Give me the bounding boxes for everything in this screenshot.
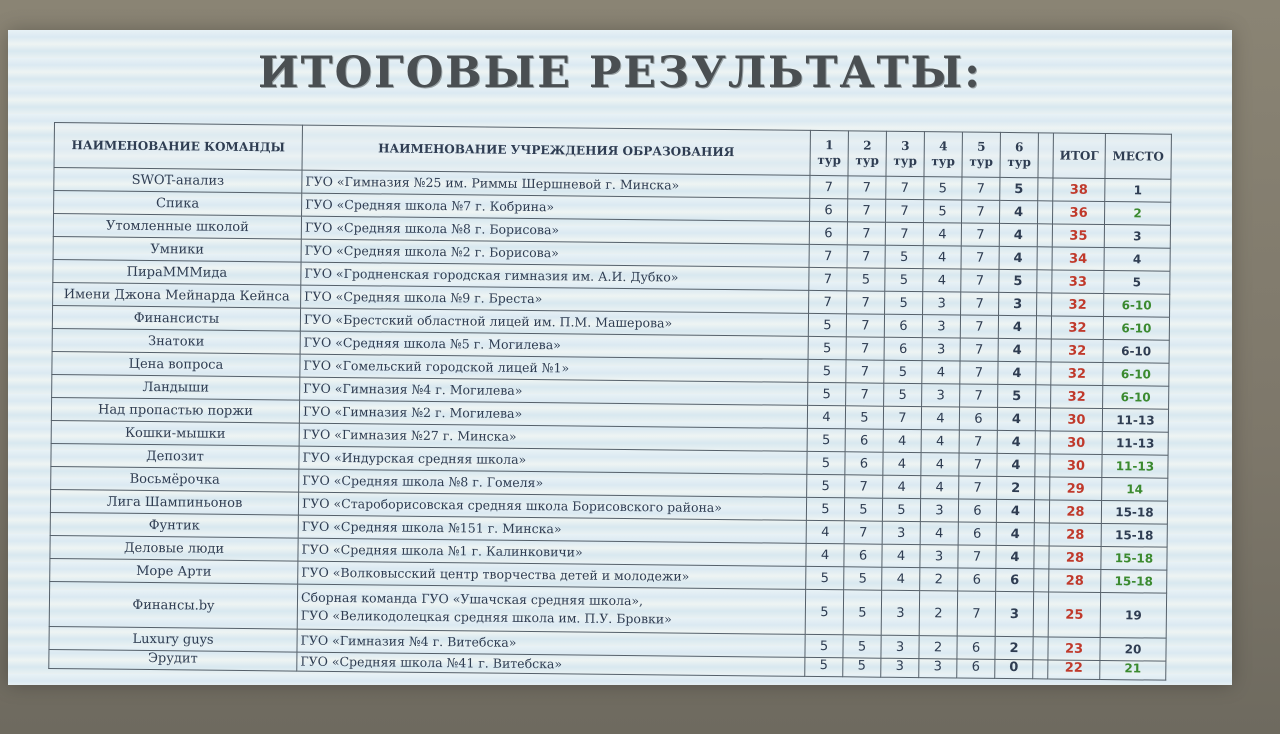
tour-6-score-cell: 4 bbox=[999, 223, 1037, 246]
tour-1-score-cell: 5 bbox=[808, 382, 846, 405]
team-name-cell: Лига Шампиньонов bbox=[50, 489, 298, 515]
tour-1-score-cell: 5 bbox=[806, 566, 844, 589]
tour-3-score-cell: 4 bbox=[883, 475, 921, 498]
tour-4-score-cell: 4 bbox=[920, 522, 958, 545]
tour-6-score-cell: 4 bbox=[996, 545, 1034, 568]
school-name-line: ГУО «Гимназия №4 г. Витебска» bbox=[300, 632, 517, 650]
school-name-line: ГУО «Гимназия №2 г. Могилева» bbox=[302, 403, 523, 421]
column-gap bbox=[1036, 316, 1051, 339]
total-score-cell: 36 bbox=[1052, 201, 1104, 225]
tour-2-score-cell: 7 bbox=[848, 176, 886, 199]
tour-5-score-cell: 6 bbox=[958, 499, 996, 522]
school-name-line: ГУО «Средняя школа №1 г. Калинковичи» bbox=[301, 541, 583, 560]
column-gap bbox=[1034, 523, 1049, 546]
tour-4-score-cell: 2 bbox=[919, 636, 957, 659]
column-gap bbox=[1035, 477, 1050, 500]
place-cell: 19 bbox=[1100, 592, 1166, 638]
tour-4-score-cell: 3 bbox=[922, 338, 960, 361]
school-name-line: ГУО «Гимназия №25 им. Риммы Шершневой г. Минска» bbox=[305, 173, 680, 193]
school-name-line: ГУО «Средняя школа №41 г. Витебска» bbox=[300, 653, 563, 672]
school-name-line: ГУО «Волковысский центр творчества детей и молодежи» bbox=[301, 564, 690, 584]
tour-3-score-cell: 3 bbox=[881, 635, 919, 658]
tour-3-score-cell: 5 bbox=[885, 268, 923, 291]
column-gap bbox=[1036, 362, 1051, 385]
school-name-line: ГУО «Гомельский городской лицей №1» bbox=[303, 357, 570, 376]
tour-1-score-cell: 4 bbox=[806, 520, 844, 543]
header-school: НАИМЕНОВАНИЕ УЧРЕЖДЕНИЯ ОБРАЗОВАНИЯ bbox=[302, 125, 810, 175]
tour-2-score-cell: 7 bbox=[846, 314, 884, 337]
page-title: ИТОГОВЫЕ РЕЗУЛЬТАТЫ: bbox=[257, 48, 983, 98]
school-name-line: ГУО «Средняя школа №8 г. Борисова» bbox=[304, 219, 560, 238]
total-score-cell: 34 bbox=[1052, 247, 1104, 271]
tour-6-score-cell: 4 bbox=[996, 522, 1034, 545]
tour-6-score-cell: 4 bbox=[998, 315, 1036, 338]
tour-1-score-cell: 6 bbox=[810, 198, 848, 221]
total-score-cell: 32 bbox=[1051, 316, 1103, 340]
tour-6-score-cell: 4 bbox=[997, 407, 1035, 430]
place-cell: 11-13 bbox=[1102, 454, 1168, 478]
tour-3-score-cell: 7 bbox=[885, 199, 923, 222]
tour-2-score-cell: 5 bbox=[847, 268, 885, 291]
place-cell: 15-18 bbox=[1101, 500, 1167, 524]
school-name-line: ГУО «Средняя школа №5 г. Могилева» bbox=[303, 334, 561, 353]
total-score-cell: 30 bbox=[1050, 431, 1102, 455]
tour-3-score-cell: 5 bbox=[884, 383, 922, 406]
tour-2-score-cell: 7 bbox=[845, 475, 883, 498]
tour-1-score-cell: 5 bbox=[807, 474, 845, 497]
tour-2-score-cell: 6 bbox=[845, 429, 883, 452]
total-score-cell: 28 bbox=[1049, 569, 1101, 593]
place-cell: 11-13 bbox=[1102, 431, 1168, 455]
place-cell: 6-10 bbox=[1104, 294, 1170, 318]
tour-5-score-cell: 7 bbox=[961, 246, 999, 269]
total-score-cell: 23 bbox=[1048, 637, 1100, 661]
school-name-line: ГУО «Средняя школа №7 г. Кобрина» bbox=[305, 196, 555, 215]
column-gap bbox=[1037, 270, 1052, 293]
team-name-cell: Эрудит bbox=[49, 649, 297, 671]
tour-2-score-cell: 6 bbox=[844, 544, 882, 567]
tour-1-score-cell: 5 bbox=[805, 634, 843, 657]
tour-2-score-cell: 6 bbox=[845, 452, 883, 475]
tour-1-score-cell: 4 bbox=[807, 405, 845, 428]
tour-5-score-cell: 7 bbox=[961, 292, 999, 315]
header-total: ИТОГ bbox=[1053, 133, 1105, 179]
tour-1-score-cell: 5 bbox=[806, 497, 844, 520]
tour-2-score-cell: 7 bbox=[847, 199, 885, 222]
column-gap bbox=[1036, 385, 1051, 408]
team-name-cell: Ландыши bbox=[52, 374, 300, 400]
school-name-line: ГУО «Великодолецкая средняя школа им. П.У. Бровки» bbox=[300, 607, 672, 627]
header-tour-1: 1 тур bbox=[810, 130, 848, 175]
tour-5-score-cell: 7 bbox=[959, 453, 997, 476]
tour-5-score-cell: 7 bbox=[960, 384, 998, 407]
team-name-cell: Восьмёрочка bbox=[51, 466, 299, 492]
place-cell: 6-10 bbox=[1103, 339, 1169, 363]
tour-3-score-cell: 5 bbox=[884, 360, 922, 383]
tour-6-score-cell: 4 bbox=[998, 338, 1036, 361]
tour-6-score-cell: 0 bbox=[995, 659, 1033, 678]
tour-4-score-cell: 4 bbox=[923, 269, 961, 292]
tour-3-score-cell: 4 bbox=[882, 544, 920, 567]
tour-3-score-cell: 5 bbox=[885, 245, 923, 268]
tour-4-score-cell: 4 bbox=[921, 407, 959, 430]
results-table bbox=[48, 122, 1172, 681]
team-name-cell: Финансы.by bbox=[49, 581, 297, 629]
place-cell: 6-10 bbox=[1103, 385, 1169, 409]
tour-4-score-cell: 3 bbox=[920, 545, 958, 568]
place-cell: 3 bbox=[1104, 225, 1170, 249]
tour-3-score-cell: 5 bbox=[882, 498, 920, 521]
tour-1-score-cell: 7 bbox=[809, 244, 847, 267]
column-gap bbox=[1037, 247, 1052, 270]
school-name-cell bbox=[297, 584, 805, 634]
tour-6-score-cell: 4 bbox=[999, 200, 1037, 223]
column-gap bbox=[1035, 431, 1050, 454]
place-cell: 5 bbox=[1104, 271, 1170, 295]
tour-5-score-cell: 7 bbox=[961, 200, 999, 223]
tour-5-score-cell: 7 bbox=[959, 430, 997, 453]
column-gap bbox=[1038, 178, 1053, 201]
tour-6-score-cell: 4 bbox=[997, 453, 1035, 476]
column-gap bbox=[1033, 660, 1048, 679]
place-cell: 2 bbox=[1104, 202, 1170, 226]
tour-3-score-cell: 4 bbox=[883, 452, 921, 475]
header-tour-4: 4 тур bbox=[924, 132, 962, 177]
column-gap bbox=[1038, 133, 1053, 178]
column-gap bbox=[1035, 454, 1050, 477]
tour-5-score-cell: 7 bbox=[960, 315, 998, 338]
place-cell: 21 bbox=[1100, 660, 1166, 680]
tour-1-score-cell: 5 bbox=[808, 359, 846, 382]
tour-3-score-cell: 6 bbox=[884, 314, 922, 337]
header-place: МЕСТО bbox=[1105, 134, 1171, 180]
place-cell: 15-18 bbox=[1101, 546, 1167, 570]
tour-5-score-cell: 7 bbox=[960, 361, 998, 384]
tour-3-score-cell: 7 bbox=[885, 222, 923, 245]
tour-4-score-cell: 4 bbox=[921, 453, 959, 476]
total-score-cell: 30 bbox=[1050, 408, 1102, 432]
tour-6-score-cell: 6 bbox=[996, 568, 1034, 591]
tour-5-score-cell: 6 bbox=[959, 407, 997, 430]
tour-3-score-cell: 6 bbox=[884, 337, 922, 360]
tour-5-score-cell: 7 bbox=[958, 545, 996, 568]
column-gap bbox=[1036, 339, 1051, 362]
school-name-line: ГУО «Брестский областной лицей им. П.М. Машерова» bbox=[303, 311, 673, 331]
total-score-cell: 22 bbox=[1048, 660, 1100, 680]
tour-2-score-cell: 5 bbox=[844, 498, 882, 521]
place-cell: 4 bbox=[1104, 248, 1170, 272]
tour-3-score-cell: 7 bbox=[886, 176, 924, 199]
place-cell: 15-18 bbox=[1101, 569, 1167, 593]
school-name-line: ГУО «Индурская средняя школа» bbox=[302, 449, 527, 467]
column-gap bbox=[1037, 293, 1052, 316]
tour-6-score-cell: 5 bbox=[1000, 177, 1038, 200]
total-score-cell: 25 bbox=[1048, 592, 1100, 638]
tour-2-score-cell: 7 bbox=[847, 222, 885, 245]
tour-1-score-cell: 5 bbox=[807, 451, 845, 474]
tour-4-score-cell: 3 bbox=[920, 499, 958, 522]
tour-4-score-cell: 3 bbox=[919, 659, 957, 678]
place-cell: 20 bbox=[1100, 637, 1166, 661]
tour-2-score-cell: 7 bbox=[847, 291, 885, 314]
team-name-cell: Утомленные школой bbox=[53, 214, 301, 240]
tour-4-score-cell: 3 bbox=[922, 384, 960, 407]
total-score-cell: 32 bbox=[1051, 385, 1103, 409]
tour-2-score-cell: 5 bbox=[845, 406, 883, 429]
school-name-line: ГУО «Гродненская городская гимназия им. А.И. Дубко» bbox=[304, 265, 679, 285]
column-gap bbox=[1033, 637, 1048, 660]
tour-6-score-cell: 2 bbox=[995, 636, 1033, 659]
tour-3-score-cell: 3 bbox=[881, 658, 919, 677]
team-name-cell: Умники bbox=[53, 236, 301, 262]
tour-4-score-cell: 5 bbox=[924, 177, 962, 200]
tour-5-score-cell: 7 bbox=[960, 338, 998, 361]
tour-5-score-cell: 7 bbox=[961, 269, 999, 292]
tour-1-score-cell: 6 bbox=[809, 221, 847, 244]
tour-5-score-cell: 6 bbox=[958, 568, 996, 591]
school-name-line: ГУО «Гимназия №4 г. Могилева» bbox=[303, 380, 523, 398]
tour-4-score-cell: 2 bbox=[919, 591, 957, 636]
column-gap bbox=[1037, 224, 1052, 247]
tour-6-score-cell: 3 bbox=[995, 591, 1033, 636]
header-tour-3: 3 тур bbox=[886, 131, 924, 176]
tour-6-score-cell: 5 bbox=[998, 384, 1036, 407]
tour-2-score-cell: 7 bbox=[847, 245, 885, 268]
total-score-cell: 33 bbox=[1052, 270, 1104, 294]
team-name-cell: Luxury guys bbox=[49, 626, 297, 652]
team-name-cell: Цена вопроса bbox=[52, 351, 300, 377]
school-name-line: ГУО «Гимназия №27 г. Минска» bbox=[302, 426, 517, 444]
tour-3-score-cell: 7 bbox=[883, 406, 921, 429]
tour-2-score-cell: 7 bbox=[846, 383, 884, 406]
tour-3-score-cell: 3 bbox=[881, 590, 919, 635]
school-name-line: ГУО «Средняя школа №151 г. Минска» bbox=[301, 518, 562, 537]
tour-4-score-cell: 3 bbox=[922, 315, 960, 338]
place-cell: 6-10 bbox=[1103, 362, 1169, 386]
tour-4-score-cell: 4 bbox=[921, 476, 959, 499]
tour-2-score-cell: 7 bbox=[844, 521, 882, 544]
tour-2-score-cell: 5 bbox=[843, 635, 881, 658]
tour-5-score-cell: 6 bbox=[957, 659, 995, 678]
tour-6-score-cell: 4 bbox=[996, 499, 1034, 522]
team-name-cell: Море Арти bbox=[50, 558, 298, 584]
tour-4-score-cell: 3 bbox=[923, 292, 961, 315]
place-cell: 1 bbox=[1105, 179, 1171, 203]
team-name-cell: Спика bbox=[54, 191, 302, 217]
tour-6-score-cell: 3 bbox=[999, 292, 1037, 315]
tour-3-score-cell: 5 bbox=[885, 291, 923, 314]
header-tour-6: 6 тур bbox=[1000, 132, 1038, 177]
total-score-cell: 32 bbox=[1052, 293, 1104, 317]
tour-4-score-cell: 4 bbox=[923, 246, 961, 269]
total-score-cell: 28 bbox=[1049, 500, 1101, 524]
tour-1-score-cell: 7 bbox=[810, 175, 848, 198]
team-name-cell: Деловые люди bbox=[50, 535, 298, 561]
team-name-cell: ПираМММида bbox=[53, 259, 301, 285]
header-tour-2: 2 тур bbox=[848, 131, 886, 176]
tour-1-score-cell: 4 bbox=[806, 543, 844, 566]
school-name-line: ГУО «Средняя школа №9 г. Бреста» bbox=[304, 288, 543, 307]
team-name-cell: Фунтик bbox=[50, 512, 298, 538]
team-name-cell: Кошки-мышки bbox=[51, 420, 299, 446]
tour-6-score-cell: 5 bbox=[999, 269, 1037, 292]
place-cell: 14 bbox=[1102, 477, 1168, 501]
school-name-line: Сборная команда ГУО «Ушачская средняя школа», bbox=[300, 589, 644, 609]
tour-2-score-cell: 5 bbox=[844, 567, 882, 590]
tour-1-score-cell: 5 bbox=[805, 589, 843, 634]
tour-6-score-cell: 2 bbox=[997, 476, 1035, 499]
header-tour-5: 5 тур bbox=[962, 132, 1000, 177]
team-name-cell: Депозит bbox=[51, 443, 299, 469]
tour-5-score-cell: 7 bbox=[957, 591, 995, 636]
place-cell: 11-13 bbox=[1102, 408, 1168, 432]
tour-3-score-cell: 4 bbox=[882, 567, 920, 590]
total-score-cell: 32 bbox=[1051, 362, 1103, 386]
school-name-line: ГУО «Средняя школа №2 г. Борисова» bbox=[304, 242, 559, 261]
tour-5-score-cell: 6 bbox=[958, 522, 996, 545]
tour-2-score-cell: 5 bbox=[843, 658, 881, 677]
team-name-cell: Над пропастью поржи bbox=[51, 397, 299, 423]
tour-6-score-cell: 4 bbox=[999, 246, 1037, 269]
total-score-cell: 28 bbox=[1049, 523, 1101, 547]
projection-screen bbox=[8, 30, 1232, 685]
tour-4-score-cell: 5 bbox=[923, 200, 961, 223]
total-score-cell: 29 bbox=[1050, 477, 1102, 501]
tour-2-score-cell: 7 bbox=[846, 360, 884, 383]
column-gap bbox=[1034, 569, 1049, 592]
column-gap bbox=[1035, 408, 1050, 431]
tour-2-score-cell: 5 bbox=[843, 590, 881, 635]
school-name-cell bbox=[297, 652, 805, 676]
column-gap bbox=[1034, 546, 1049, 569]
place-cell: 6-10 bbox=[1103, 317, 1169, 341]
column-gap bbox=[1037, 201, 1052, 224]
column-gap bbox=[1034, 500, 1049, 523]
tour-2-score-cell: 7 bbox=[846, 337, 884, 360]
place-cell: 15-18 bbox=[1101, 523, 1167, 547]
tour-3-score-cell: 3 bbox=[882, 521, 920, 544]
header-team: НАИМЕНОВАНИЕ КОМАНДЫ bbox=[54, 123, 302, 171]
tour-5-score-cell: 6 bbox=[957, 636, 995, 659]
team-name-cell: Имени Джона Мейнарда Кейнса bbox=[53, 282, 301, 308]
team-name-cell: Финансисты bbox=[52, 305, 300, 331]
tour-3-score-cell: 4 bbox=[883, 429, 921, 452]
tour-4-score-cell: 4 bbox=[922, 361, 960, 384]
total-score-cell: 38 bbox=[1053, 178, 1105, 202]
school-name-line: ГУО «Староборисовская средняя школа Борисовского района» bbox=[301, 495, 723, 516]
tour-1-score-cell: 7 bbox=[809, 267, 847, 290]
tour-5-score-cell: 7 bbox=[961, 223, 999, 246]
tour-4-score-cell: 4 bbox=[921, 430, 959, 453]
tour-5-score-cell: 7 bbox=[962, 177, 1000, 200]
tour-1-score-cell: 5 bbox=[808, 313, 846, 336]
total-score-cell: 30 bbox=[1050, 454, 1102, 478]
team-name-cell: Знатоки bbox=[52, 328, 300, 354]
tour-5-score-cell: 7 bbox=[959, 476, 997, 499]
tour-4-score-cell: 2 bbox=[920, 568, 958, 591]
total-score-cell: 32 bbox=[1051, 339, 1103, 363]
tour-4-score-cell: 4 bbox=[923, 223, 961, 246]
tour-6-score-cell: 4 bbox=[998, 361, 1036, 384]
total-score-cell: 28 bbox=[1049, 546, 1101, 570]
tour-1-score-cell: 5 bbox=[808, 336, 846, 359]
total-score-cell: 35 bbox=[1052, 224, 1104, 248]
tour-1-score-cell: 5 bbox=[805, 657, 843, 676]
school-name-line: ГУО «Средняя школа №8 г. Гомеля» bbox=[302, 472, 544, 491]
tour-1-score-cell: 5 bbox=[807, 428, 845, 451]
team-name-cell: SWOT-анализ bbox=[54, 168, 302, 194]
column-gap bbox=[1033, 592, 1048, 637]
tour-1-score-cell: 7 bbox=[809, 290, 847, 313]
tour-6-score-cell: 4 bbox=[997, 430, 1035, 453]
